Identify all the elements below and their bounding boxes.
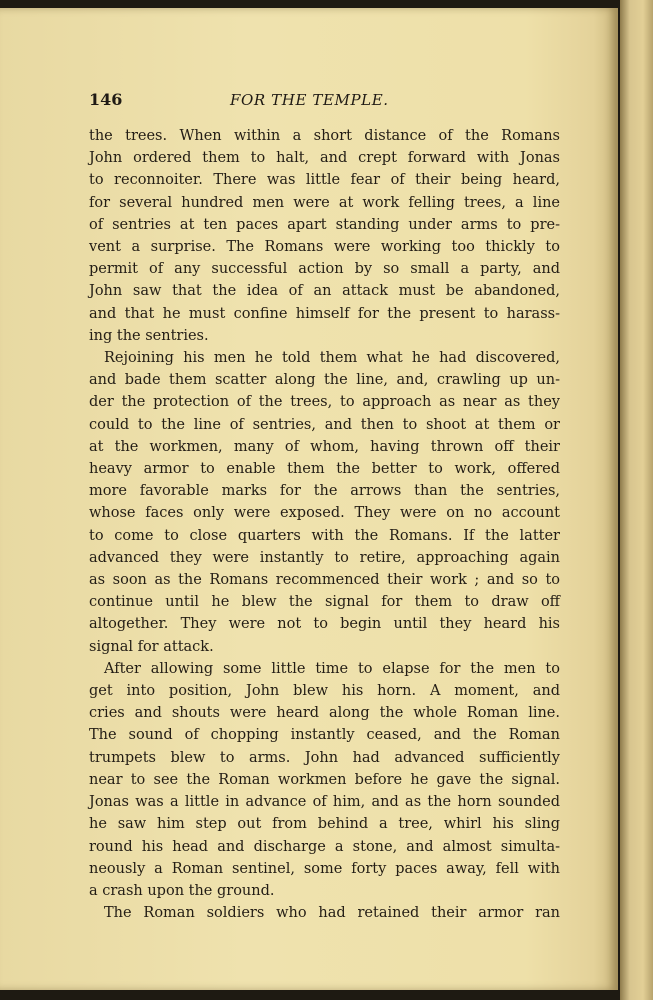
text-line: trumpets blew to arms. John had advanced sufficiently: [89, 749, 560, 766]
next-page-edge: [620, 0, 653, 1000]
text-line: The sound of chopping instantly ceased, and the Roman: [89, 727, 560, 744]
running-title: FOR THE TEMPLE.: [230, 91, 389, 109]
text-line: The Roman soldiers who had retained their armor ran: [104, 905, 560, 922]
text-line: as soon as the Romans recommenced their work ; and so to: [89, 572, 560, 589]
text-line: John ordered them to halt, and crept forward with Jonas: [89, 150, 560, 167]
text-line: at the workmen, many of whom, having thrown off their: [89, 438, 560, 455]
text-line: whose faces only were exposed. They were on no account: [89, 505, 560, 522]
text-line: to reconnoiter. There was little fear of their being heard,: [89, 172, 560, 189]
text-line: heavy armor to enable them the better to work, offered: [89, 461, 560, 478]
text-line: altogether. They were not to begin until they heard his: [89, 616, 560, 633]
text-line: a crash upon the ground.: [89, 882, 275, 899]
text-line: the trees. When within a short distance of the Romans: [89, 128, 560, 144]
text-line: get into position, John blew his horn. A moment, and: [89, 683, 560, 700]
text-line: and bade them scatter along the line, and, crawling up un-: [89, 372, 560, 389]
text-line: Rejoining his men he told them what he had discovered,: [104, 350, 560, 367]
text-line: Jonas was a little in advance of him, and as the horn sounded: [89, 794, 560, 811]
text-line: der the protection of the trees, to approach as near as they: [89, 394, 560, 411]
page-number: 146: [89, 90, 123, 109]
text-line: signal for attack.: [89, 638, 214, 655]
text-line: cries and shouts were heard along the whole Roman line.: [89, 705, 560, 722]
text-line: advanced they were instantly to retire, approaching again: [89, 549, 560, 566]
text-line: of sentries at ten paces apart standing under arms to pre-: [89, 216, 560, 233]
text-line: for several hundred men were at work felling trees, a line: [89, 194, 560, 211]
text-line: vent a surprise. The Romans were working too thickly to: [89, 239, 560, 256]
text-line: neously a Roman sentinel, some forty paces away, fell with: [89, 860, 560, 877]
text-line: continue until he blew the signal for them to draw off: [89, 594, 560, 611]
text-line: ing the sentries.: [89, 327, 209, 344]
text-line: permit of any successful action by so small a party, and: [89, 261, 560, 278]
text-line: and that he must confine himself for the present to harass-: [89, 305, 560, 322]
text-line: After allowing some little time to elapse for the men to: [104, 660, 560, 677]
text-line: to come to close quarters with the Romans. If the latter: [89, 527, 560, 544]
text-line: John saw that the idea of an attack must be abandoned,: [89, 283, 560, 300]
text-line: more favorable marks for the arrows than the sentries,: [89, 483, 560, 500]
book-page: [0, 8, 618, 990]
text-line: could to the line of sentries, and then to shoot at them or: [89, 416, 560, 433]
body-text: [89, 125, 560, 924]
text-line: round his head and discharge a stone, and almost simulta-: [89, 838, 560, 855]
text-line: he saw him step out from behind a tree, whirl his sling: [89, 816, 560, 833]
page-header: [89, 90, 559, 114]
text-line: near to see the Roman workmen before he gave the signal.: [89, 771, 560, 788]
